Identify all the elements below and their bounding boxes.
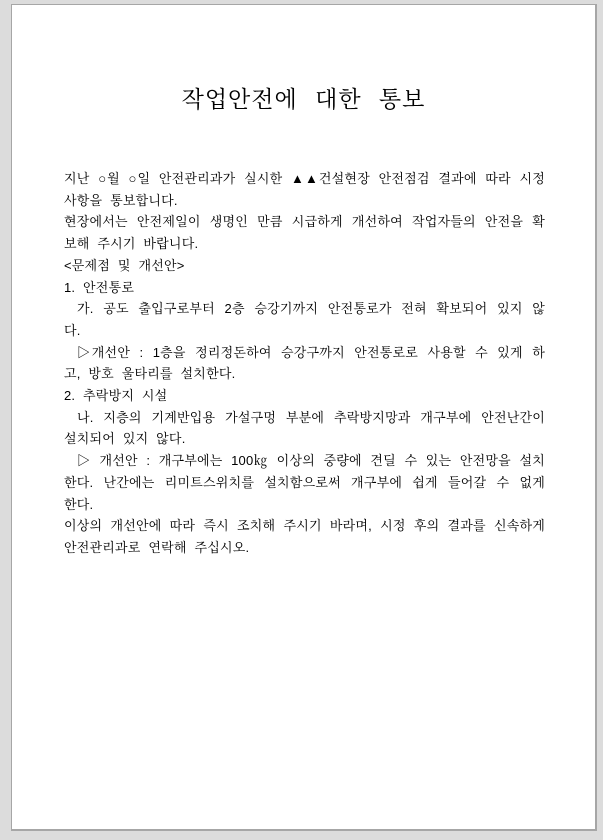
item-2-problem: 나. 지층의 기계반입용 가설구멍 부분에 추락방지망과 개구부에 안전난간이 설치되어 있지 않다. — [64, 409, 545, 447]
item-2-title: 2. 추락방지 시설 — [64, 388, 168, 404]
closing-paragraph: 이상의 개선안에 따라 즉시 조치해 주시기 바라며, 시정 후의 결과를 신속하게 안전관리과로 연락해 주십시오. — [64, 518, 545, 555]
item-1-improvement: ▷개선안 : 1층을 정리정돈하여 승강구까지 안전통로로 사용할 수 있게 하고, 방호 울타리를 설치한다. — [64, 344, 545, 382]
intro-paragraph-2: 현장에서는 안전제일이 생명인 만큼 시급하게 개선하여 작업자들의 안전을 확보해 주시기 바랍니다. — [64, 214, 545, 252]
document-title: 작업안전에 대한 통보 — [181, 86, 426, 112]
item-1-problem: 가. 공도 출입구로부터 2층 승강기까지 안전통로가 전혀 확보되어 있지 않다. — [64, 301, 545, 338]
document-body — [64, 168, 545, 559]
section-heading: <문제점 및 개선안> — [64, 257, 185, 273]
item-1-title: 1. 안전통로 — [64, 279, 135, 295]
document-page — [11, 4, 597, 831]
item-2-improvement: ▷ 개선안 : 개구부에는 100㎏ 이상의 중량에 견딜 수 있는 안전망을 설치한다. 난간에는 리미트스위치를 설치함으로써 개구부에 쉽게 들어갈 수 없게 한다. — [64, 453, 545, 512]
intro-paragraph-1: 지난 ○월 ○일 안전관리과가 실시한 ▲▲건설현장 안전점검 결과에 따라 시정 사항을 통보합니다. — [64, 171, 545, 208]
